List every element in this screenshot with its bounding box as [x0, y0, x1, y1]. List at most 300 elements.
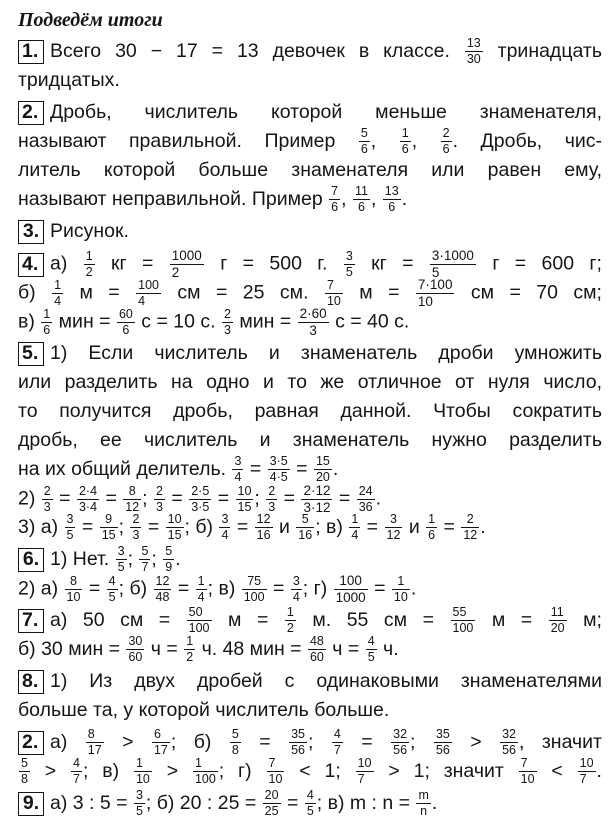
text-run: больше та, у которой числитель больше.: [18, 699, 390, 721]
fraction: [392, 575, 410, 604]
fraction-numerator: 9: [100, 513, 118, 528]
fraction: [385, 513, 403, 542]
fraction: [117, 308, 135, 337]
fraction: [71, 757, 82, 786]
text-run: дробь, ее числитель и знаменатель нужно разделить: [18, 429, 602, 451]
answer-line: [18, 156, 602, 185]
fraction: [134, 757, 152, 786]
text-run: =: [267, 577, 290, 600]
fraction-denominator: 2: [186, 650, 194, 665]
text-run: =: [244, 458, 267, 480]
answer-line: [18, 37, 602, 66]
fraction: [400, 127, 411, 156]
fraction-denominator: 100: [243, 590, 265, 604]
fraction: [130, 513, 141, 542]
text-run: 3) а): [18, 516, 64, 538]
fraction-denominator: 2: [171, 265, 180, 280]
fraction-denominator: 4·5: [269, 470, 288, 485]
fraction: [416, 789, 430, 818]
fraction: [366, 635, 377, 664]
text-run: ; в): [207, 577, 241, 600]
fraction-numerator: 100: [138, 278, 159, 292]
text-run: мин =: [53, 310, 116, 333]
fraction-numerator: 2·4: [78, 484, 98, 498]
fraction-denominator: 6: [122, 323, 130, 337]
fraction: [305, 789, 316, 818]
fraction-denominator: 16: [256, 528, 271, 543]
text-run: г = 600 г;: [476, 252, 602, 275]
fraction-denominator: 9: [165, 560, 173, 575]
fraction-denominator: 15: [167, 528, 182, 543]
fraction: [196, 575, 207, 604]
answers-list: [18, 37, 602, 818]
answer-item: [18, 339, 602, 542]
answer-item: [18, 606, 602, 664]
fraction-denominator: 5: [306, 804, 314, 818]
fraction: [325, 279, 343, 308]
fraction-numerator: 4: [73, 756, 80, 771]
fraction-numerator: 48: [309, 634, 324, 649]
text-run: мин =: [233, 310, 297, 333]
fraction: [441, 127, 452, 156]
fraction: [263, 789, 281, 818]
fraction-denominator: 6: [401, 142, 409, 157]
text-run: то получится дробь, равная данной. Чтобы сократить: [18, 400, 602, 422]
text-run: =: [83, 577, 106, 600]
fraction: [136, 279, 161, 308]
text-run: Дробь, числитель которой меньше знаменателя,: [50, 101, 602, 123]
fraction: [451, 606, 476, 635]
answer-line: [18, 249, 602, 278]
fraction-numerator: 3: [234, 454, 242, 469]
text-run: тридцатых.: [18, 69, 120, 91]
fraction: [356, 757, 374, 786]
text-run: ;: [410, 731, 433, 753]
fraction: [298, 307, 329, 338]
text-run: =: [290, 458, 313, 480]
fraction-denominator: 56: [393, 743, 408, 758]
fraction-denominator: 100: [188, 621, 210, 636]
text-run: > 1; значит: [374, 760, 518, 782]
fraction: [116, 545, 127, 574]
task-number-box: 9.: [18, 792, 44, 816]
fraction-numerator: 12: [256, 512, 271, 527]
fraction-denominator: 48: [155, 590, 170, 604]
answer-line: [18, 368, 602, 397]
fraction-denominator: 60: [309, 650, 324, 665]
fraction-numerator: 35: [435, 727, 450, 742]
fraction-denominator: 5: [367, 650, 375, 665]
fraction-denominator: 3: [268, 500, 276, 514]
answer-item: [18, 545, 602, 603]
fraction: [296, 513, 314, 542]
fraction-denominator: 3·5: [191, 500, 210, 514]
text-run: литель которой больше знаменателя или равен ему,: [18, 159, 602, 181]
text-run: ; б): [184, 516, 219, 538]
fraction-denominator: 6: [331, 200, 339, 215]
fraction-numerator: 3: [221, 512, 229, 527]
fraction: [383, 185, 401, 214]
fraction-numerator: 6: [152, 728, 170, 743]
fraction-numerator: 4: [306, 788, 314, 803]
fraction-numerator: 3: [385, 513, 403, 528]
fraction-numerator: 100: [334, 574, 368, 590]
text-run: ; б) 20 : 25 =: [145, 792, 262, 814]
text-run: ч =: [145, 638, 184, 660]
text-run: а): [50, 731, 85, 753]
fraction-numerator: 2: [268, 484, 276, 498]
fraction-denominator: 12: [125, 500, 140, 514]
fraction-denominator: 3: [156, 500, 163, 514]
fraction-numerator: 1: [43, 307, 51, 321]
fraction-numerator: 11: [549, 606, 567, 621]
fraction-denominator: 20: [550, 621, 565, 636]
answer-item: [18, 667, 602, 725]
fraction-numerator: 2·5: [191, 484, 210, 498]
text-run: м;: [567, 609, 602, 631]
fraction: [84, 250, 95, 279]
fraction: [42, 485, 53, 514]
answer-line: [18, 185, 602, 214]
task-number-box: 2.: [18, 101, 44, 125]
text-run: ч =: [326, 638, 365, 660]
answer-item: [18, 728, 602, 786]
text-run: =: [172, 577, 195, 600]
fraction: [314, 455, 332, 484]
fraction: [301, 484, 332, 515]
fraction-denominator: 15: [237, 500, 252, 514]
fraction: [187, 606, 212, 635]
fraction-denominator: 2: [85, 265, 93, 279]
text-run: .: [410, 577, 417, 600]
fraction-denominator: 4: [221, 528, 229, 543]
fraction: [500, 728, 518, 757]
text-run: =: [333, 487, 356, 510]
text-run: ; г): [218, 760, 266, 782]
answer-line: [18, 635, 602, 664]
fraction: [266, 485, 277, 514]
fraction-denominator: 5: [66, 528, 74, 543]
fraction-numerator: 20: [264, 788, 279, 803]
text-run: кг =: [355, 252, 429, 275]
fraction-denominator: 100: [452, 621, 474, 636]
text-run: .: [596, 760, 602, 782]
fraction-numerator: 1: [401, 126, 409, 141]
fraction: [334, 574, 368, 605]
fraction-denominator: 10: [417, 294, 433, 309]
fraction-numerator: 75: [242, 575, 267, 590]
fraction-denominator: 4: [292, 590, 300, 604]
text-run: ;: [127, 548, 139, 570]
text-run: ;: [151, 548, 163, 570]
task-number-box: 2.: [18, 731, 44, 755]
fraction-denominator: 17: [87, 743, 102, 758]
text-run: 1) Из двух дробей с одинаковыми знаменателями: [50, 670, 602, 692]
fraction: [267, 757, 285, 786]
task-number-box: 1.: [18, 40, 44, 64]
answer-line: [18, 66, 602, 95]
fraction-numerator: 13: [384, 184, 399, 199]
fraction: [219, 513, 230, 542]
fraction-denominator: 60: [128, 650, 143, 665]
fraction: [163, 545, 174, 574]
fraction: [236, 485, 254, 514]
answer-line: [18, 217, 602, 246]
fraction-numerator: m: [418, 788, 429, 803]
answer-line: [18, 426, 602, 455]
text-run: .: [431, 792, 438, 814]
fraction-denominator: 5: [117, 560, 125, 575]
fraction: [349, 513, 360, 542]
fraction-numerator: 50: [187, 606, 212, 621]
text-run: >: [452, 731, 500, 753]
fraction-numerator: 10: [357, 756, 372, 771]
text-run: с = 10 с.: [135, 310, 221, 333]
fraction-denominator: 4: [54, 294, 62, 308]
task-number-box: 6.: [18, 548, 44, 572]
fraction: [232, 455, 243, 484]
text-run: б) 30 мин =: [18, 638, 126, 660]
fraction: [65, 513, 76, 542]
fraction-numerator: 7: [267, 757, 285, 772]
fraction-numerator: 7: [325, 279, 343, 294]
text-run: ; г): [302, 577, 333, 600]
fraction: [242, 575, 267, 604]
fraction-denominator: 7: [141, 560, 149, 575]
fraction: [268, 455, 290, 484]
answer-line: [18, 278, 602, 307]
fraction-denominator: 17: [153, 743, 168, 758]
fraction: [332, 728, 343, 757]
fraction: [357, 485, 375, 514]
text-run: 1) Если числитель и знаменатель дроби умножить: [50, 342, 602, 364]
fraction-numerator: 2: [132, 512, 140, 527]
fraction: [19, 757, 30, 786]
fraction-denominator: 8: [231, 743, 239, 758]
fraction-numerator: 15: [315, 454, 330, 469]
fraction-numerator: 4: [367, 634, 375, 649]
fraction-denominator: n: [420, 804, 428, 818]
text-run: =: [76, 516, 99, 538]
fraction-denominator: 3·4: [78, 500, 98, 514]
answer-line: [18, 728, 602, 757]
fraction: [222, 308, 233, 337]
answer-item: [18, 789, 602, 818]
fraction: [134, 789, 145, 818]
text-run: с = 40 с.: [329, 310, 410, 333]
fraction-numerator: 1: [54, 278, 62, 292]
text-run: .: [332, 458, 339, 480]
answer-line: [18, 667, 602, 696]
fraction: [166, 513, 184, 542]
fraction: [154, 575, 172, 604]
fraction: [461, 513, 479, 542]
text-run: =: [100, 487, 123, 510]
text-run: .: [401, 188, 408, 210]
fraction: [189, 485, 211, 514]
answer-line: [18, 484, 602, 513]
fraction-numerator: 5: [360, 126, 368, 141]
fraction-numerator: 1: [193, 757, 218, 772]
text-run: ,: [341, 188, 352, 210]
fraction-denominator: 4: [351, 528, 359, 543]
fraction-denominator: 10: [393, 590, 408, 604]
text-run: >: [30, 760, 71, 782]
text-run: ;: [142, 487, 154, 510]
fraction-denominator: 7: [333, 743, 341, 758]
text-run: =: [343, 731, 391, 753]
fraction: [289, 728, 307, 757]
fraction-denominator: 3: [309, 323, 317, 338]
text-run: 2) а): [18, 577, 64, 600]
task-number-box: 7.: [18, 609, 44, 633]
fraction-denominator: 12: [386, 528, 401, 543]
text-run: ; в): [82, 760, 133, 782]
answer-line: [18, 339, 602, 368]
answer-line: [18, 455, 602, 484]
fraction: [184, 635, 195, 664]
fraction-numerator: 7·100: [417, 277, 453, 292]
fraction-denominator: 12: [463, 528, 478, 543]
fraction-numerator: 7: [519, 757, 537, 772]
fraction: [77, 485, 99, 514]
answer-line: [18, 757, 602, 786]
fraction: [329, 185, 340, 214]
text-run: кг =: [95, 252, 169, 275]
fraction-denominator: 7: [357, 772, 365, 787]
text-run: а) 50 см =: [50, 609, 186, 631]
fraction: [426, 513, 437, 542]
answer-line: [18, 98, 602, 127]
fraction-numerator: 3·5: [269, 454, 288, 469]
fraction: [359, 127, 370, 156]
answer-line: [18, 127, 602, 156]
fraction: [170, 249, 204, 280]
text-run: =: [241, 731, 289, 753]
text-run: =: [165, 487, 189, 510]
fraction-numerator: 24: [358, 484, 373, 498]
fraction-denominator: 3·12: [303, 500, 331, 515]
fraction-denominator: 6: [428, 528, 436, 543]
text-run: Рисунок.: [50, 220, 129, 242]
text-run: в): [18, 310, 41, 333]
fraction-numerator: 12: [155, 574, 170, 588]
fraction: [65, 575, 83, 604]
fraction: [41, 308, 52, 337]
text-run: ;: [254, 487, 266, 510]
text-run: ; б): [170, 731, 229, 753]
text-run: м. 55 см =: [296, 609, 450, 631]
text-run: ч. 48 мин =: [196, 638, 307, 660]
fraction-numerator: 1: [85, 249, 93, 263]
fraction-denominator: 4: [138, 294, 146, 308]
fraction-denominator: 10: [135, 772, 150, 787]
text-run: . Дробь, чис-: [452, 130, 603, 152]
task-number-box: 4.: [18, 253, 44, 277]
fraction: [86, 728, 104, 757]
fraction-denominator: 20: [315, 470, 330, 485]
fraction-denominator: 1000: [335, 590, 366, 605]
fraction-numerator: 1: [134, 757, 152, 772]
text-run: >: [152, 760, 192, 782]
text-run: на их общий делитель.: [18, 458, 232, 480]
fraction: [519, 757, 537, 786]
fraction-denominator: 3: [43, 500, 51, 514]
text-run: 1) Нет.: [50, 548, 115, 570]
fraction-numerator: 3: [66, 512, 74, 527]
fraction-numerator: 5: [231, 727, 239, 742]
text-run: и: [273, 516, 296, 538]
text-run: и: [403, 516, 426, 538]
text-run: ,: [370, 130, 399, 152]
text-run: =: [361, 516, 384, 538]
fraction-denominator: 6: [357, 200, 365, 215]
task-number-box: 5.: [18, 342, 44, 366]
text-run: называют правильной. Пример: [18, 130, 358, 152]
fraction-denominator: 10: [268, 772, 283, 787]
fraction-denominator: 30: [466, 52, 481, 67]
text-run: ч.: [377, 638, 399, 660]
fraction-denominator: 5: [345, 265, 353, 279]
text-run: а) 3 : 5 =: [50, 792, 133, 814]
answer-line: [18, 397, 602, 426]
fraction-denominator: 6: [43, 323, 51, 337]
task-number-box: 3.: [18, 220, 44, 244]
text-run: =: [278, 487, 301, 510]
text-run: Всего 30 − 17 = 13 девочек в классе.: [50, 40, 464, 62]
fraction-denominator: 15: [101, 528, 116, 543]
fraction-denominator: 16: [298, 528, 313, 543]
fraction-numerator: 5: [21, 756, 28, 771]
fraction-denominator: 3: [223, 323, 231, 337]
fraction-numerator: 1: [186, 634, 194, 649]
fraction-numerator: 1000: [171, 248, 202, 263]
fraction-denominator: 5: [431, 265, 440, 280]
fraction-numerator: 55: [451, 606, 476, 621]
fraction-numerator: 13: [466, 36, 481, 51]
fraction: [416, 278, 455, 309]
answer-line: [18, 545, 602, 574]
fraction-numerator: 8: [65, 575, 83, 590]
fraction-numerator: 1: [197, 574, 205, 588]
fraction-numerator: 8: [123, 485, 141, 500]
fraction-denominator: 6: [442, 142, 450, 157]
fraction: [430, 249, 476, 280]
fraction-numerator: 5: [296, 513, 314, 528]
text-run: ,: [411, 130, 440, 152]
fraction-denominator: 6: [360, 142, 368, 157]
fraction: [578, 757, 596, 786]
fraction-numerator: 3: [292, 574, 300, 588]
fraction-numerator: 3: [135, 788, 143, 803]
fraction: [291, 575, 302, 604]
answer-line: [18, 606, 602, 635]
fraction-numerator: 2·12: [303, 483, 331, 498]
fraction-numerator: 10: [167, 512, 182, 527]
fraction-numerator: 32: [393, 727, 408, 742]
fraction-denominator: 10: [520, 772, 535, 787]
fraction-numerator: 10: [579, 756, 594, 771]
fraction-numerator: 32: [502, 727, 516, 742]
text-run: г = 500 г.: [204, 252, 343, 275]
fraction: [193, 757, 218, 786]
page-heading: Подведём итоги: [18, 9, 163, 31]
fraction-denominator: 56: [435, 743, 450, 758]
answer-line: [18, 307, 602, 336]
fraction-denominator: 5: [135, 804, 143, 818]
text-run: ; б): [118, 577, 153, 600]
fraction-denominator: 56: [502, 743, 516, 758]
